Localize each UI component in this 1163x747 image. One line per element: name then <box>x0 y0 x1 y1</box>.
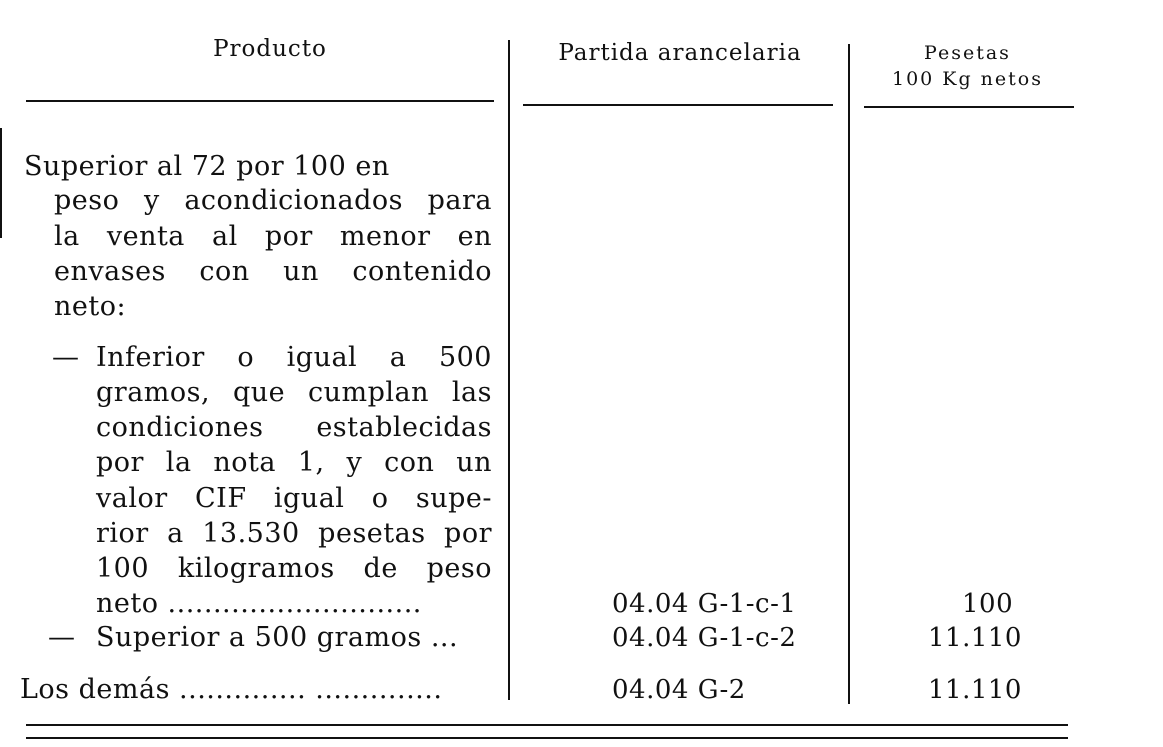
header-pesetas-unit: 100 Kg netos <box>891 68 1043 90</box>
header-rule-tariff <box>523 104 833 106</box>
intro-line: neto: <box>54 291 127 322</box>
intro-line: Superior al 72 por 100 en <box>24 151 390 182</box>
sub-item-dash: — <box>52 342 80 373</box>
sub-item-line: condiciones establecidas <box>96 412 492 443</box>
pesetas-cell: 100 <box>962 589 1014 619</box>
sub-item-line: valor CIF igual o supe- <box>96 483 492 514</box>
row-los-demas-label: Los demás .............. .............. <box>20 674 443 705</box>
sub-item-line: Inferior o igual a 500 <box>96 342 492 373</box>
sub-item-b-label: Superior a 500 gramos ... <box>96 622 459 653</box>
bottom-rule-lower <box>26 737 1068 739</box>
column-divider-2 <box>848 44 850 704</box>
tariff-cell: 04.04 G-2 <box>612 675 746 705</box>
pesetas-cell: 11.110 <box>928 675 1022 705</box>
margin-mark <box>0 128 2 238</box>
intro-line: envases con un contenido <box>54 256 492 287</box>
pesetas-cell: 11.110 <box>928 623 1022 653</box>
tariff-cell: 04.04 G-1-c-1 <box>612 589 797 619</box>
column-divider-1 <box>508 40 510 700</box>
sub-item-line: rior a 13.530 pesetas por <box>96 518 492 549</box>
sub-item-line: 100 kilogramos de peso <box>96 553 492 584</box>
sub-item-line: por la nota 1, y con un <box>96 447 492 478</box>
header-product: Producto <box>213 36 327 62</box>
intro-line: peso y acondicionados para <box>54 185 492 216</box>
sub-item-dash: — <box>48 622 76 653</box>
tariff-cell: 04.04 G-1-c-2 <box>612 623 797 653</box>
header-rule-pesetas <box>864 106 1074 108</box>
sub-item-line: gramos, que cumplan las <box>96 377 492 408</box>
bottom-rule-upper <box>26 724 1068 726</box>
intro-line: la venta al por menor en <box>54 221 492 252</box>
sub-item-line: neto ............................ <box>96 588 422 619</box>
header-tariff: Partida arancelaria <box>558 40 802 66</box>
header-rule-product <box>26 100 494 102</box>
header-pesetas: Pesetas <box>924 42 1011 64</box>
